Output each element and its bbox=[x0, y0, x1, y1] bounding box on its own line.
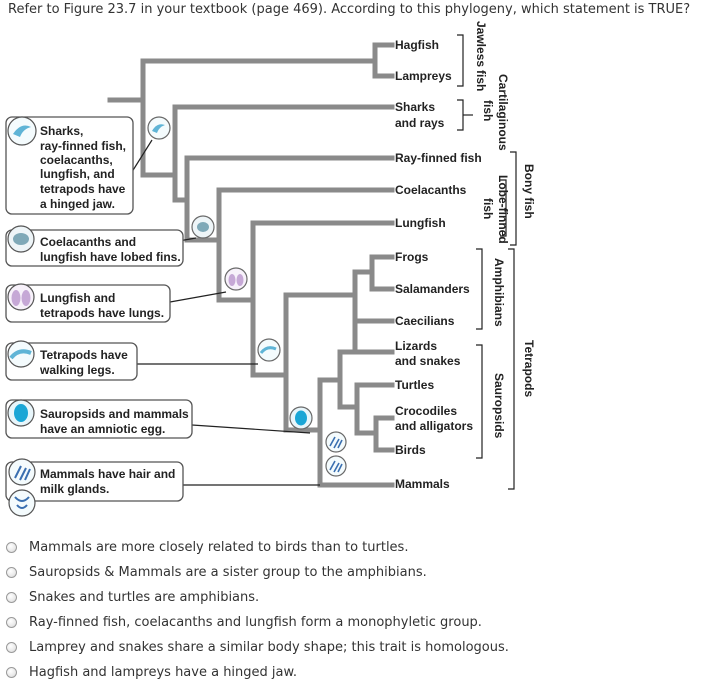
group-cartilaginous: Cartilaginous bbox=[496, 74, 510, 151]
trait-legs-line2: walking legs. bbox=[40, 363, 115, 377]
taxon-lungfish: Lungfish bbox=[395, 216, 446, 230]
trait-hair-line2: milk glands. bbox=[40, 482, 110, 496]
group-jawless: Jawless bbox=[474, 21, 488, 68]
option-2-radio[interactable] bbox=[6, 567, 17, 578]
option-2[interactable] bbox=[4, 562, 427, 582]
option-2-label[interactable]: Sauropsids & Mammals are a sister group to the amphibians. bbox=[29, 564, 427, 580]
trait-egg-line2: have an amniotic egg. bbox=[40, 422, 166, 436]
group-jawless-line2: fish bbox=[474, 70, 488, 92]
trait-jaw-line1: Sharks, bbox=[40, 124, 84, 138]
trait-jaw-line5: tetrapods have bbox=[40, 182, 126, 196]
group-tetrapods: Tetrapods bbox=[522, 340, 536, 398]
option-5[interactable] bbox=[4, 637, 509, 657]
trait-lungs-line1: Lungfish and bbox=[40, 291, 116, 305]
option-4-label[interactable]: Ray-finned fish, coelacanths and lungfish form a monophyletic group. bbox=[29, 614, 482, 630]
option-3[interactable] bbox=[4, 587, 259, 607]
group-lobefinned-line2: fish bbox=[481, 198, 495, 220]
group-sauropsids: Sauropsids bbox=[492, 373, 506, 439]
taxon-rayfinned: Ray-finned fish bbox=[395, 151, 482, 165]
taxon-lampreys: Lampreys bbox=[395, 69, 452, 83]
trait-box-hair bbox=[6, 459, 183, 516]
taxon-lizards-line2: and snakes bbox=[395, 354, 461, 368]
option-6[interactable] bbox=[4, 662, 297, 682]
lung-node-icon bbox=[225, 268, 247, 290]
trait-legs-line1: Tetrapods have bbox=[40, 348, 128, 362]
trait-hair-line1: Mammals have hair and bbox=[40, 467, 176, 481]
trait-jaw-line4: lungfish, and bbox=[40, 167, 115, 181]
trait-box-egg bbox=[6, 400, 192, 438]
option-4-radio[interactable] bbox=[6, 617, 17, 628]
jaw-node-icon bbox=[148, 117, 170, 139]
taxon-birds: Birds bbox=[395, 443, 426, 457]
trait-jaw-line6: a hinged jaw. bbox=[40, 197, 115, 211]
milk-node-icon bbox=[326, 456, 346, 476]
trait-lobed-line1: Coelacanths and bbox=[40, 235, 137, 249]
taxon-caecilians: Caecilians bbox=[395, 314, 455, 328]
taxon-crocodiles: Crocodiles bbox=[395, 404, 458, 418]
question-text: Refer to Figure 23.7 in your textbook (page 469). According to this phylogeny, which statement is TRUE? bbox=[8, 2, 691, 17]
egg-node-icon bbox=[290, 407, 312, 429]
taxon-lizards: Lizards bbox=[395, 339, 438, 353]
option-1-label[interactable]: Mammals are more closely related to birds than to turtles. bbox=[29, 539, 409, 555]
trait-egg-line1: Sauropsids and mammals bbox=[40, 407, 189, 421]
taxon-salamanders: Salamanders bbox=[395, 282, 470, 296]
group-cartilaginous-line2: fish bbox=[481, 100, 495, 122]
leg-node-icon bbox=[258, 339, 280, 361]
trait-jaw-line3: coelacanths, bbox=[40, 153, 113, 167]
taxon-mammals: Mammals bbox=[395, 477, 450, 491]
trait-lobed-line2: lungfish have lobed fins. bbox=[40, 250, 181, 264]
option-5-label[interactable]: Lamprey and snakes share a similar body shape; this trait is homologous. bbox=[29, 639, 509, 655]
taxon-sharks-line2: and rays bbox=[395, 116, 445, 130]
group-bony: Bony fish bbox=[522, 164, 536, 219]
option-4[interactable] bbox=[4, 612, 482, 632]
taxon-sharks: Sharks bbox=[395, 100, 436, 114]
trait-box-lungs bbox=[6, 284, 170, 322]
trait-lungs-line2: tetrapods have lungs. bbox=[40, 306, 165, 320]
option-1-radio[interactable] bbox=[6, 542, 17, 553]
taxon-crocodiles-line2: and alligators bbox=[395, 419, 474, 433]
taxon-coelacanths: Coelacanths bbox=[395, 183, 467, 197]
trait-jaw-line2: ray-finned fish, bbox=[40, 139, 127, 153]
trait-box-jaw bbox=[6, 117, 133, 214]
option-5-radio[interactable] bbox=[6, 642, 17, 653]
taxon-turtles: Turtles bbox=[395, 378, 435, 392]
taxon-hagfish: Hagfish bbox=[395, 38, 440, 52]
option-1[interactable] bbox=[4, 537, 408, 557]
lobed-fin-node-icon bbox=[192, 216, 214, 238]
option-6-label[interactable]: Hagfish and lampreys have a hinged jaw. bbox=[29, 664, 298, 680]
taxon-frogs: Frogs bbox=[395, 250, 429, 264]
group-lobefinned: Lobe-finned bbox=[496, 175, 510, 244]
option-6-radio[interactable] bbox=[6, 667, 17, 678]
trait-box-legs bbox=[6, 341, 137, 380]
group-amphibians: Amphibians bbox=[492, 258, 506, 327]
option-3-radio[interactable] bbox=[6, 592, 17, 603]
hair-node-icon bbox=[326, 432, 346, 452]
option-3-label[interactable]: Snakes and turtles are amphibians. bbox=[29, 589, 260, 605]
trait-box-lobed bbox=[6, 226, 183, 266]
